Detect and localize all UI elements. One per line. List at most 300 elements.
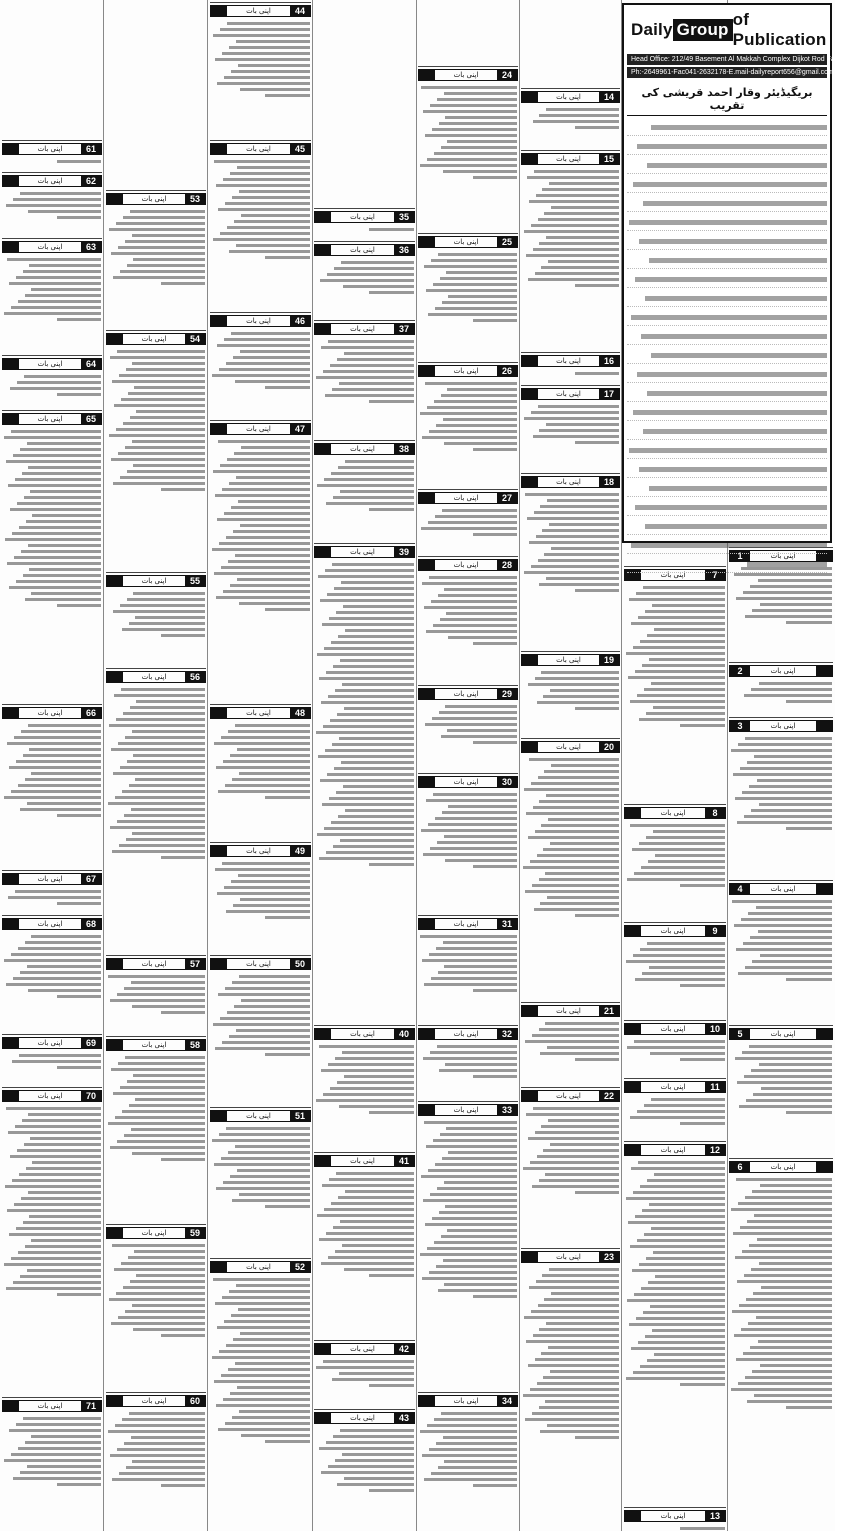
ad-text-line bbox=[545, 1400, 619, 1403]
ad-text-line bbox=[435, 515, 517, 518]
ad-text-line bbox=[647, 1359, 725, 1362]
ad-text-line bbox=[214, 160, 310, 163]
ad-category: اپنی بات bbox=[350, 1030, 375, 1038]
ad-text-line bbox=[751, 688, 832, 691]
ad-text-line bbox=[440, 618, 517, 621]
ad-text-line bbox=[539, 1028, 620, 1031]
ad-text-line bbox=[543, 1376, 619, 1379]
ad-text-line bbox=[227, 458, 310, 461]
ad-text-line bbox=[440, 277, 517, 280]
ad-header-bar bbox=[210, 845, 311, 857]
ad-text-line bbox=[680, 1383, 725, 1386]
ad-text-line bbox=[744, 815, 832, 818]
ad-header-bar bbox=[314, 1412, 415, 1424]
ad-category: اپنی بات bbox=[453, 1106, 479, 1114]
ad-text-line bbox=[756, 906, 833, 909]
ad-text-line bbox=[125, 446, 205, 449]
ad-text-line bbox=[109, 724, 205, 727]
ad-text-line bbox=[747, 761, 832, 764]
ad-text-line bbox=[326, 502, 414, 505]
office-address: Head Office: 212/49 Basement Al Makkah Complex Dijkot Rod Faisalabad bbox=[627, 54, 827, 65]
ad-text-line bbox=[746, 1099, 832, 1102]
ad-text-line bbox=[345, 629, 414, 632]
ad-text-line bbox=[369, 1274, 414, 1277]
ad-text-line bbox=[754, 1394, 832, 1397]
ad-text-line bbox=[575, 1191, 619, 1194]
ad-text-line bbox=[340, 1429, 414, 1432]
ad-text-line bbox=[109, 1298, 205, 1301]
ad-text-line bbox=[127, 598, 205, 601]
classified-ad bbox=[418, 233, 518, 360]
ad-text-line bbox=[333, 1226, 414, 1229]
ad-text-line bbox=[526, 812, 619, 815]
ad-text-line bbox=[473, 176, 517, 179]
ad-category: اپنی بات bbox=[350, 325, 375, 333]
ad-text-line bbox=[16, 1227, 101, 1230]
ad-text-block bbox=[624, 1156, 726, 1391]
ad-text-line bbox=[344, 1268, 414, 1271]
ad-text-line bbox=[335, 1459, 414, 1462]
ad-text-line bbox=[528, 1364, 619, 1367]
ad-text-line bbox=[12, 1060, 101, 1063]
ad-text-block bbox=[106, 345, 206, 496]
ad-text-line bbox=[335, 1250, 414, 1253]
ad-text-line bbox=[427, 1247, 517, 1250]
ad-text-line bbox=[132, 730, 206, 733]
ad-text-line bbox=[539, 878, 620, 881]
ad-text-line bbox=[754, 1214, 832, 1217]
ad-text-line bbox=[13, 198, 101, 201]
ad-header-bar bbox=[729, 1028, 833, 1040]
ad-category: اپنی بات bbox=[37, 145, 63, 153]
ad-header-bar bbox=[2, 413, 102, 425]
ad-text-line bbox=[575, 707, 619, 710]
ad-text-line bbox=[547, 1046, 619, 1049]
feature-text-line bbox=[627, 367, 827, 383]
ad-text-line bbox=[639, 842, 725, 845]
ad-text-line bbox=[426, 630, 517, 633]
ad-text-line bbox=[539, 242, 619, 245]
ad-text-line bbox=[532, 1412, 619, 1415]
ad-number: 66 bbox=[81, 708, 101, 718]
ad-text-line bbox=[132, 1005, 205, 1008]
ad-text-line bbox=[108, 975, 205, 978]
ad-text-line bbox=[735, 797, 832, 800]
ad-text-line bbox=[120, 476, 205, 479]
ad-text-line bbox=[21, 550, 101, 553]
ad-text-line bbox=[531, 224, 619, 227]
classified-ad bbox=[2, 238, 102, 353]
ad-text-line bbox=[57, 814, 101, 817]
ad-text-line bbox=[16, 760, 101, 763]
ad-text-line bbox=[421, 86, 517, 89]
column-rule bbox=[103, 0, 104, 1531]
ad-text-line bbox=[430, 847, 517, 850]
ad-text-line bbox=[626, 1197, 725, 1200]
ad-number: 36 bbox=[394, 245, 414, 255]
ad-text-line bbox=[326, 1232, 414, 1235]
ad-text-line bbox=[649, 1203, 725, 1206]
feature-text-line bbox=[627, 272, 827, 288]
ad-text-line bbox=[433, 1139, 517, 1142]
ad-text-line bbox=[528, 836, 619, 839]
ad-text-block bbox=[2, 253, 102, 326]
ad-text-line bbox=[543, 1149, 619, 1152]
ad-text-line bbox=[24, 496, 101, 499]
ad-text-line bbox=[653, 706, 725, 709]
ad-header-bar bbox=[210, 315, 311, 327]
ad-text-line bbox=[32, 514, 101, 517]
ad-text-line bbox=[265, 94, 310, 97]
ad-text-line bbox=[743, 591, 832, 594]
ad-text-line bbox=[331, 641, 414, 644]
ad-text-line bbox=[680, 724, 725, 727]
ad-text-line bbox=[531, 411, 619, 414]
ad-tag bbox=[522, 356, 538, 366]
ad-text-line bbox=[321, 346, 414, 349]
ad-text-line bbox=[237, 748, 310, 751]
ad-number: 67 bbox=[81, 874, 101, 884]
ad-text-line bbox=[125, 1056, 205, 1059]
ad-text-line bbox=[448, 1151, 517, 1154]
classified-ad bbox=[624, 1507, 726, 1529]
ad-text-line bbox=[7, 258, 101, 261]
ad-category: اپنی بات bbox=[246, 1263, 271, 1271]
ad-text-line bbox=[331, 1202, 414, 1205]
ad-text-line bbox=[539, 583, 619, 586]
ad-tag bbox=[211, 424, 227, 434]
classified-ad bbox=[106, 668, 206, 953]
ad-text-line bbox=[123, 712, 205, 715]
ad-text-line bbox=[57, 393, 101, 396]
ad-number: 70 bbox=[81, 1091, 101, 1101]
ad-tag bbox=[625, 1145, 641, 1155]
ad-text-line bbox=[4, 1263, 101, 1266]
ad-text-line bbox=[433, 283, 517, 286]
ad-text-line bbox=[112, 380, 205, 383]
ad-text-line bbox=[429, 953, 517, 956]
ad-number: 18 bbox=[599, 477, 619, 487]
ad-number: 43 bbox=[394, 1413, 414, 1423]
classified-ad bbox=[729, 717, 833, 878]
ad-header-bar bbox=[106, 671, 206, 683]
ad-text-block bbox=[521, 367, 620, 380]
ad-category: اپنی بات bbox=[660, 1512, 686, 1520]
ad-text-line bbox=[525, 890, 619, 893]
ad-text-block bbox=[210, 857, 311, 924]
classified-ad bbox=[2, 1397, 102, 1529]
feature-text-line bbox=[627, 386, 827, 402]
ad-text-line bbox=[444, 1283, 517, 1286]
ad-text-line bbox=[131, 808, 205, 811]
ad-text-line bbox=[333, 665, 414, 668]
ad-text-line bbox=[322, 623, 414, 626]
ad-text-line bbox=[369, 508, 414, 511]
ad-text-line bbox=[731, 749, 832, 752]
ad-text-line bbox=[540, 1430, 619, 1433]
ad-tag bbox=[107, 1040, 123, 1050]
ad-text-line bbox=[161, 488, 205, 491]
ad-text-line bbox=[751, 1069, 832, 1072]
classified-ad bbox=[521, 1002, 620, 1085]
ad-text-line bbox=[129, 622, 205, 625]
ad-text-line bbox=[420, 1430, 517, 1433]
ad-text-line bbox=[760, 603, 832, 606]
classified-ad bbox=[314, 1340, 415, 1407]
ad-text-line bbox=[110, 826, 205, 829]
ad-text-block bbox=[521, 488, 620, 597]
ad-text-line bbox=[738, 1202, 832, 1205]
ad-text-line bbox=[221, 736, 310, 739]
ad-text-line bbox=[111, 458, 205, 461]
ad-text-line bbox=[745, 1196, 832, 1199]
ad-text-line bbox=[575, 441, 619, 444]
ad-tag bbox=[419, 1029, 435, 1039]
ad-header-bar bbox=[314, 244, 415, 256]
ad-text-line bbox=[219, 1350, 310, 1353]
ad-text-line bbox=[650, 1052, 725, 1055]
ad-text-line bbox=[217, 1326, 310, 1329]
ad-text-line bbox=[426, 1145, 517, 1148]
ad-text-line bbox=[448, 295, 517, 298]
ad-text-line bbox=[650, 1305, 725, 1308]
ad-text-line bbox=[545, 872, 619, 875]
ad-text-line bbox=[9, 1233, 101, 1236]
ad-text-line bbox=[124, 1134, 205, 1137]
ad-text-line bbox=[751, 809, 832, 812]
ad-text-line bbox=[215, 1302, 310, 1305]
ad-text-line bbox=[122, 790, 205, 793]
ad-text-line bbox=[444, 1181, 518, 1184]
classified-ad bbox=[2, 355, 102, 408]
feature-text-line bbox=[627, 557, 827, 573]
ad-text-line bbox=[161, 634, 205, 637]
ad-text-line bbox=[473, 1484, 517, 1487]
ad-text-line bbox=[633, 1191, 725, 1194]
ad-text-line bbox=[651, 1227, 725, 1230]
ad-text-line bbox=[126, 838, 205, 841]
ad-text-line bbox=[750, 1346, 832, 1349]
ad-text-line bbox=[229, 250, 310, 253]
ad-text-line bbox=[423, 853, 517, 856]
ad-text-line bbox=[221, 566, 310, 569]
ad-text-block bbox=[418, 571, 518, 650]
classified-ad bbox=[2, 704, 102, 868]
ad-text-line bbox=[113, 482, 205, 485]
ad-text-line bbox=[230, 1392, 310, 1395]
ad-text-line bbox=[225, 987, 310, 990]
ad-text-line bbox=[28, 989, 101, 992]
ad-text-line bbox=[644, 1104, 725, 1107]
ad-category: اپنی بات bbox=[770, 1030, 796, 1038]
ad-header-bar bbox=[314, 443, 415, 455]
ad-text-line bbox=[134, 386, 205, 389]
ad-text-line bbox=[233, 356, 310, 359]
ad-category: اپنی بات bbox=[556, 656, 581, 664]
ad-category: اپنی بات bbox=[556, 390, 581, 398]
ad-text-line bbox=[128, 392, 205, 395]
ad-text-line bbox=[220, 232, 310, 235]
ad-text-line bbox=[575, 126, 619, 129]
ad-text-line bbox=[633, 954, 725, 957]
ad-category: اپنی بات bbox=[37, 360, 63, 368]
ad-text-block bbox=[2, 1102, 102, 1301]
ad-text-block bbox=[314, 256, 415, 299]
ad-text-line bbox=[627, 1299, 725, 1302]
ad-text-line bbox=[640, 640, 725, 643]
ad-text-line bbox=[637, 1110, 725, 1113]
ad-text-line bbox=[20, 448, 101, 451]
ad-text-line bbox=[236, 244, 310, 247]
feature-text-line bbox=[627, 405, 827, 421]
ad-header-bar bbox=[2, 1090, 102, 1102]
ad-text-line bbox=[28, 210, 101, 213]
ad-text-line bbox=[533, 806, 619, 809]
ad-text-line bbox=[57, 1293, 101, 1296]
ad-text-line bbox=[135, 778, 205, 781]
ad-text-line bbox=[28, 544, 102, 547]
ad-tag bbox=[315, 324, 331, 334]
ad-text-line bbox=[30, 1137, 101, 1140]
ad-category: اپنی بات bbox=[141, 1041, 167, 1049]
ad-text-line bbox=[428, 823, 517, 826]
ad-text-line bbox=[229, 1035, 310, 1038]
ad-tag bbox=[3, 1401, 19, 1411]
ad-text-line bbox=[22, 472, 101, 475]
ad-text-line bbox=[16, 276, 101, 279]
ad-text-line bbox=[9, 1429, 101, 1432]
ad-text-line bbox=[425, 134, 517, 137]
ad-text-line bbox=[647, 1179, 725, 1182]
ad-number: 15 bbox=[599, 154, 619, 164]
ad-text-line bbox=[222, 1041, 310, 1044]
classified-ad bbox=[418, 685, 518, 771]
ad-text-line bbox=[327, 773, 414, 776]
ad-text-line bbox=[751, 1268, 832, 1271]
ad-text-line bbox=[325, 394, 414, 397]
ad-text-line bbox=[118, 1316, 205, 1319]
feature-text-line bbox=[627, 500, 827, 516]
ad-text-line bbox=[524, 1316, 619, 1319]
ad-text-line bbox=[229, 482, 310, 485]
ad-text-line bbox=[231, 332, 310, 335]
ad-category: اپنی بات bbox=[556, 1092, 581, 1100]
ad-text-line bbox=[237, 166, 310, 169]
classified-ad bbox=[2, 915, 102, 1032]
classified-ad bbox=[210, 704, 311, 840]
feature-text-line bbox=[627, 481, 827, 497]
ad-text-line bbox=[759, 682, 832, 685]
ad-header-bar bbox=[2, 241, 102, 253]
ad-text-line bbox=[435, 817, 517, 820]
ad-text-block bbox=[418, 504, 518, 541]
ad-text-line bbox=[341, 581, 414, 584]
ad-category: اپنی بات bbox=[556, 93, 581, 101]
ad-text-line bbox=[223, 178, 310, 181]
ad-text-line bbox=[13, 1281, 101, 1284]
ad-number: 33 bbox=[497, 1105, 517, 1115]
ad-text-line bbox=[240, 1332, 310, 1335]
ad-text-line bbox=[525, 1040, 619, 1043]
ad-text-line bbox=[161, 1158, 205, 1161]
feature-text-line bbox=[627, 519, 827, 535]
classified-ad bbox=[418, 773, 518, 913]
ad-text-block bbox=[2, 425, 102, 612]
ad-text-line bbox=[636, 1317, 725, 1320]
ad-text-line bbox=[575, 589, 619, 592]
ad-text-line bbox=[121, 688, 205, 691]
ad-text-line bbox=[20, 808, 101, 811]
ad-number: 1 bbox=[730, 551, 750, 561]
ad-text-line bbox=[316, 1366, 414, 1369]
ad-header-bar bbox=[418, 236, 518, 248]
ad-text-block bbox=[2, 930, 102, 1003]
ad-text-line bbox=[332, 743, 414, 746]
ad-text-line bbox=[213, 1023, 310, 1026]
ad-text-block bbox=[314, 1355, 415, 1392]
ad-text-block bbox=[210, 1122, 311, 1213]
ad-header-bar bbox=[521, 1251, 620, 1263]
ad-text-line bbox=[334, 767, 414, 770]
ad-header-bar bbox=[210, 707, 311, 719]
ad-text-block bbox=[106, 683, 206, 864]
ad-text-line bbox=[548, 1346, 619, 1349]
ad-text-line bbox=[265, 256, 310, 259]
ad-text-line bbox=[224, 1320, 310, 1323]
ad-text-line bbox=[424, 983, 517, 986]
ad-text-line bbox=[337, 713, 414, 716]
ad-tag bbox=[522, 1252, 538, 1262]
ad-header-bar bbox=[624, 925, 726, 937]
ad-text-line bbox=[543, 695, 619, 698]
ad-tag bbox=[816, 1029, 832, 1039]
ad-text-line bbox=[448, 636, 517, 639]
classified-ad bbox=[418, 1392, 518, 1529]
feature-text-line bbox=[627, 329, 827, 345]
ad-text-line bbox=[635, 670, 725, 673]
ad-text-line bbox=[542, 188, 619, 191]
ad-text-line bbox=[22, 1119, 101, 1122]
ad-text-line bbox=[626, 1377, 725, 1380]
ad-tag bbox=[315, 212, 331, 222]
ad-text-line bbox=[132, 234, 206, 237]
ad-category: اپنی بات bbox=[453, 367, 479, 375]
ad-text-line bbox=[443, 170, 517, 173]
ad-text-line bbox=[448, 805, 517, 808]
ad-text-line bbox=[115, 796, 205, 799]
ad-text-line bbox=[224, 886, 310, 889]
ad-text-line bbox=[15, 478, 101, 481]
ad-header-bar bbox=[418, 69, 518, 81]
ad-text-line bbox=[26, 1167, 101, 1170]
ad-text-line bbox=[745, 966, 832, 969]
ad-text-line bbox=[680, 1058, 725, 1061]
ad-text-line bbox=[113, 276, 205, 279]
ad-text-line bbox=[241, 1434, 310, 1437]
ad-text-line bbox=[57, 902, 101, 905]
ad-category: اپنی بات bbox=[770, 552, 796, 560]
ad-text-line bbox=[327, 593, 414, 596]
ad-text-line bbox=[7, 562, 101, 565]
ad-text-line bbox=[4, 796, 101, 799]
classified-ad bbox=[106, 955, 206, 1034]
ad-text-line bbox=[430, 104, 517, 107]
ad-header-bar bbox=[210, 958, 311, 970]
ad-text-line bbox=[439, 1069, 517, 1072]
ad-category: اپنی بات bbox=[350, 1414, 375, 1422]
ad-text-line bbox=[57, 318, 101, 321]
ad-text-line bbox=[57, 604, 101, 607]
